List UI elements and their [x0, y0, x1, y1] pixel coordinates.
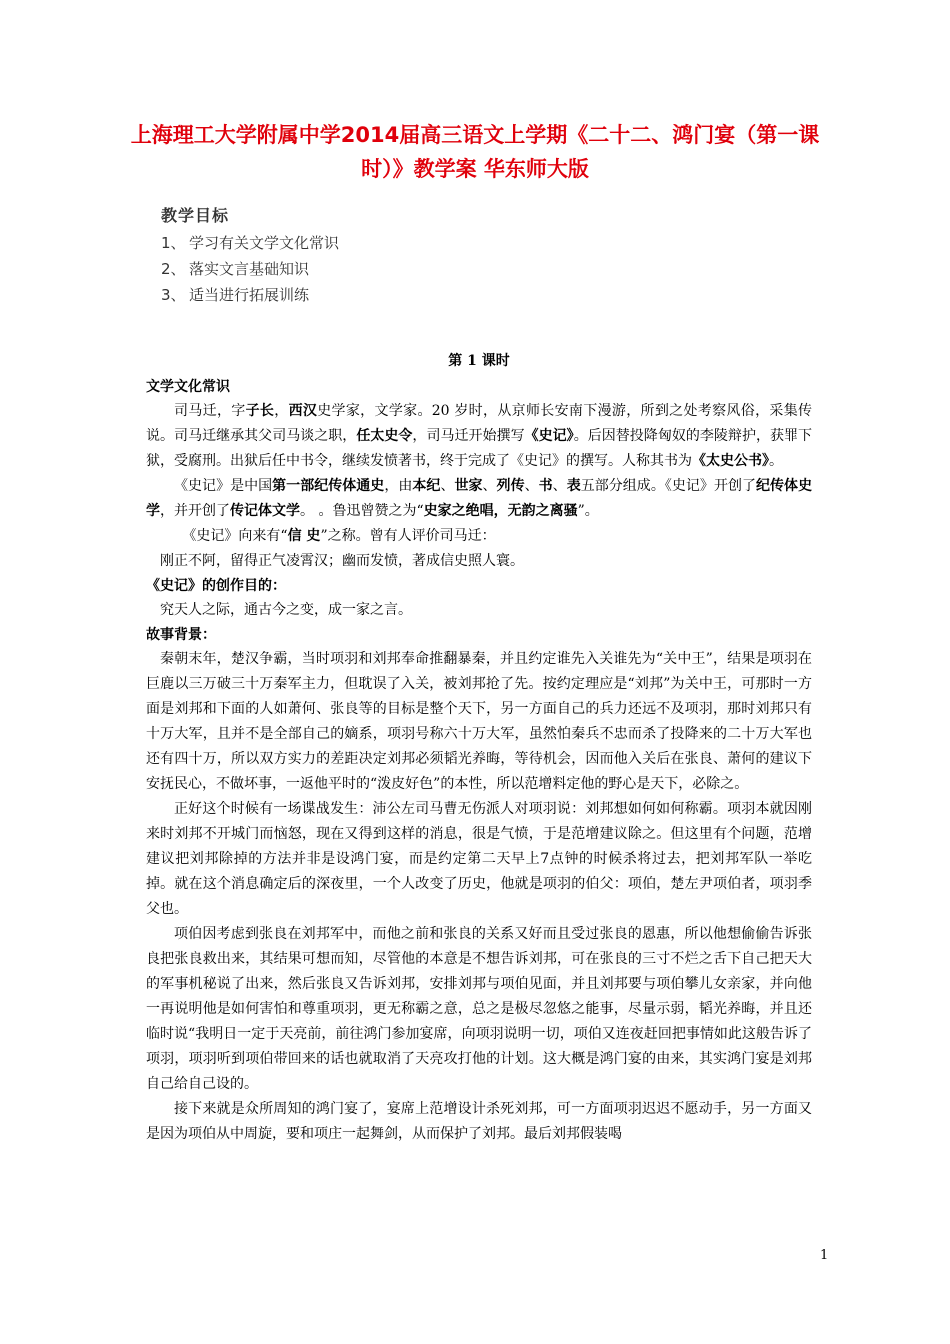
- background-heading: 故事背景：: [146, 627, 216, 643]
- lesson-content: [146, 349, 812, 1147]
- couplet-line: 刚正不阿，留得正气凌霄汉；幽而发愤，著成信史照人寰。: [160, 553, 524, 569]
- objective-item: 1、 学习有关文学文化常识: [161, 234, 340, 252]
- purpose-text: 究天人之际，通古今之变，成一家之言。: [160, 602, 412, 618]
- lit-heading: 文学文化常识: [146, 379, 230, 395]
- objective-item: 3、 适当进行拓展训练: [161, 286, 310, 304]
- shiji-paragraph: 《史记》是中国第一部纪传体通史，由本纪、世家、列传、书、表五部分组成。《史记》开创了纪传体史学，并开创了传记体文学。 。鲁迅曾赞之为“史家之绝唱，无韵之离骚”。: [146, 478, 813, 519]
- background-paragraph: 接下来就是众所周知的鸿门宴了，宴席上范增设计杀死刘邦，可一方面项羽迟迟不愿动手，另一方面又是因为项伯从中周旋，要和项庄一起舞剑，从而保护了刘邦。最后刘邦假装喝: [146, 1101, 812, 1142]
- objective-item: 2、 落实文言基础知识: [161, 260, 310, 278]
- section-title: 第 1 课时: [448, 353, 510, 369]
- document-title: 上海理工大学附属中学2014届高三语文上学期《二十二、鸿门宴（第一课时）》教学案 华东师大版: [130, 123, 820, 181]
- background-paragraph: 项伯因考虑到张良在刘邦军中，而他之前和张良的关系又好而且受过张良的恩惠，所以他想偷偷告诉张良把张良救出来，其结果可想而知，尽管他的本意是不想告诉刘邦，可在张良的三寸不烂之舌下自己把天大的军事机秘说了出来，然后张良又告诉刘邦，安排刘邦与项伯见面，并且刘邦要与项伯攀儿女亲家，并向他一再说明他是如何害怕和尊重项羽，更无称霸之意，总之是极尽忽悠之能事，尽量示弱，韬光养晦，并且还临时说“我明日一定于天亮前，前往鸿门参加宴席，向项羽说明一切，项伯又连夜赶回把事情如此这般告诉了项羽，项羽听到项伯带回来的话也就取消了天亮攻打他的计划。这大概是鸿门宴的由来，其实鸿门宴是刘邦自己给自己设的。: [146, 926, 812, 1092]
- background-paragraph: 秦朝末年，楚汉争霸，当时项羽和刘邦奉命推翻暴秦，并且约定谁先入关谁先为“关中王”，结果是项羽在巨鹿以三万破三十万秦军主力，但耽误了入关，被刘邦抢了先。按约定理应是“刘邦”为关中王，可那时一方面是刘邦和下面的人如萧何、张良等的目标是整个天下，另一方面自己的兵力还远不及项羽，那时刘邦只有十万大军，且并不是全部自己的嫡系，项羽号称六十万大军，虽然怕秦兵不忠而杀了投降来的二十万大军也还有四十万，所以双方实力的差距决定刘邦必须韬光养晦，等待机会，因而他入关后在张良、萧何的建议下安抚民心，不做坏事，一返他平时的“泼皮好色”的本性，所以范增料定他的野心是天下，必除之。: [146, 651, 812, 792]
- teaching-objectives: [161, 204, 339, 308]
- page-number: 1: [820, 1248, 829, 1263]
- xinshi-paragraph: 《史记》向来有“信 史”之称。曾有人评价司马迁：: [182, 528, 496, 544]
- background-paragraph: 正好这个时候有一场谍战发生：沛公左司马曹无伤派人对项羽说：刘邦想如何如何称霸。项羽本就因刚来时刘邦不开城门而恼怒，现在又得到这样的消息，很是气愤，于是范增建议除之。但这里有个问题，范增建议把刘邦除掉的方法并非是设鸿门宴，而是约定第二天早上7点钟的时候杀将过去，把刘邦军队一举吃掉。就在这个消息确定后的深夜里，一个人改变了历史，他就是项羽的伯父：项伯，楚左尹项伯者，项羽季父也。: [146, 801, 812, 917]
- objectives-heading: 教学目标: [161, 206, 230, 225]
- purpose-heading: 《史记》的创作目的：: [146, 578, 286, 594]
- sima-qian-paragraph: 司马迁，字子长，西汉史学家，文学家。20 岁时，从京师长安南下漫游，所到之处考察风俗，采集传说。司马迁继承其父司马谈之职，任太史令，司马迁开始撰写《史记》。后因替投降匈奴的李陵辩护，获罪下狱，受腐刑。出狱后任中书令，继续发愤著书，终于完成了《史记》的撰写。人称其书为《太史公书》。: [146, 403, 813, 469]
